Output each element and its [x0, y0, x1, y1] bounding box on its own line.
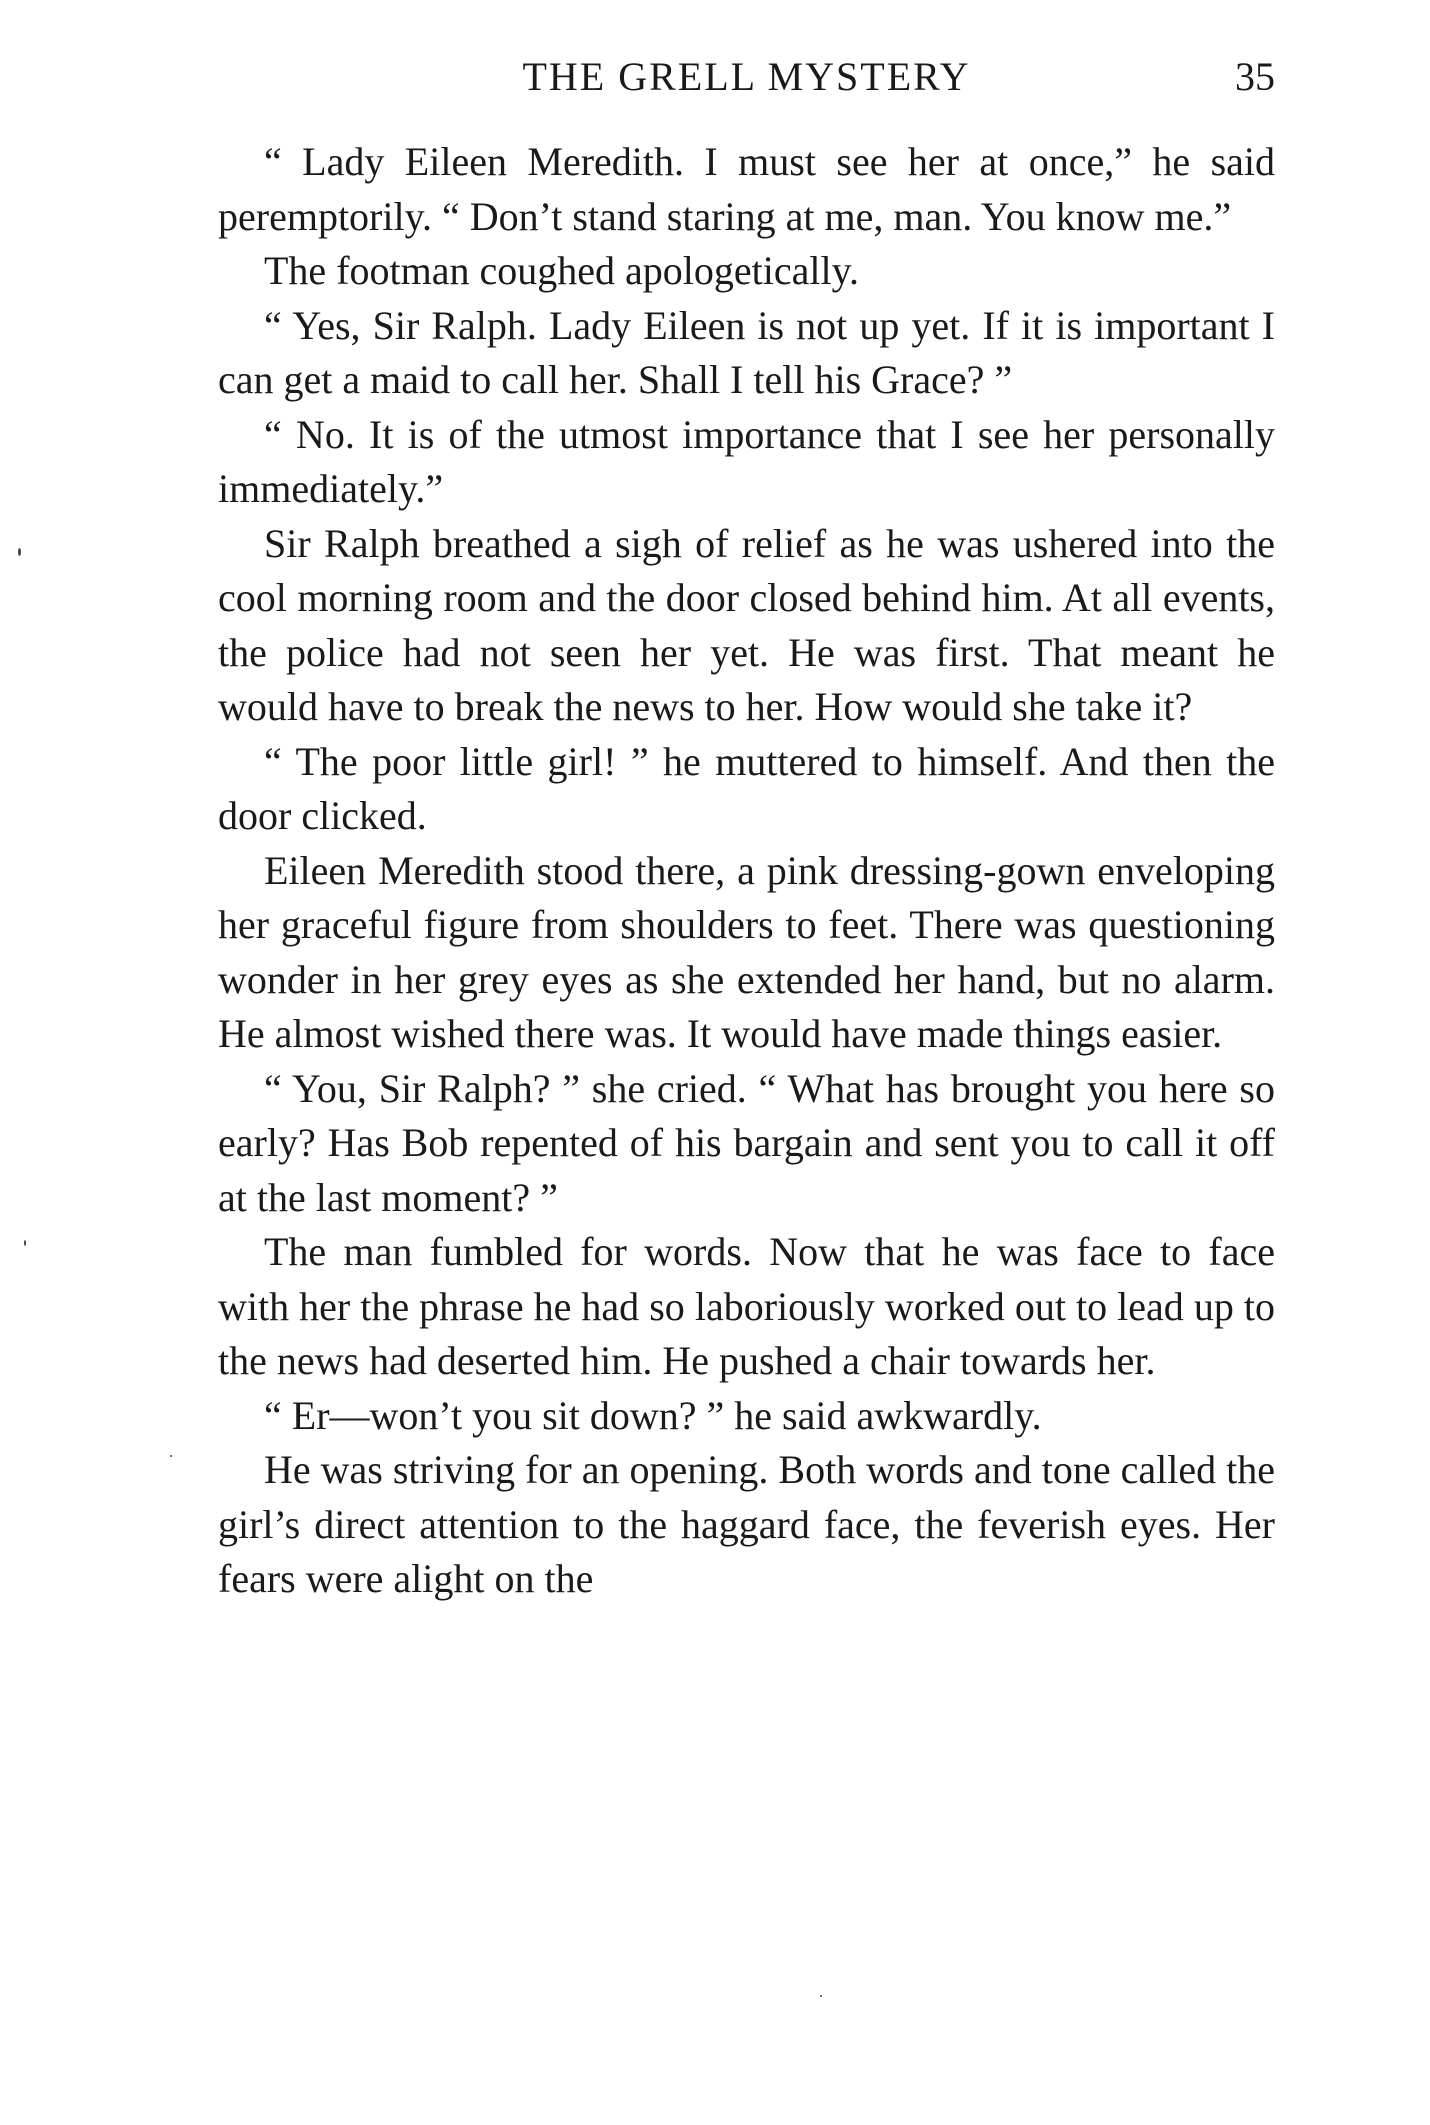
paragraph: “ You, Sir Ralph? ” she cried. “ What has brought you here so early? Has Bob repented of his bargain and sent you to call it off at the last moment? ” — [218, 1065, 1275, 1220]
paragraph: He was striving for an opening. Both words and tone called the girl’s direct attention to the haggard face, the feverish eyes. Her fears were alight on the — [218, 1447, 1275, 1601]
scan-speck — [18, 548, 21, 556]
paragraph: “ Er—won’t you sit down? ” he said awkwardly. — [264, 1392, 1042, 1438]
paragraph: The footman coughed apologetically. — [264, 248, 859, 293]
paragraph: Eileen Meredith stood there, a pink dressing-gown enveloping her graceful figure from shoulders to feet. There was questioning wonder in her grey eyes as she extended her hand, but no alarm. He almost wished there was. It would have made things easier. — [218, 847, 1275, 1056]
page-number: 35 — [1235, 54, 1275, 99]
scan-speck — [24, 1240, 26, 1246]
paragraph: “ Lady Eileen Meredith. I must see her at once,” he said peremptorily. “ Don’t stand staring at me, man. You know me.” — [218, 139, 1275, 239]
body-text — [218, 135, 1275, 1607]
paragraph: “ The poor little girl! ” he muttered to himself. And then the door clicked. — [218, 738, 1275, 838]
paragraph: Sir Ralph breathed a sigh of relief as he was ushered into the cool morning room and the door closed behind him. At all events, the police had not seen her yet. He was first. That meant he would have to break the news to her. How would she take it? — [218, 520, 1275, 729]
running-head — [218, 52, 1275, 102]
scan-speck — [820, 1995, 822, 1997]
paragraph: “ No. It is of the utmost importance that I see her personally immediately.” — [218, 411, 1275, 511]
paragraph: The man fumbled for words. Now that he was face to face with her the phrase he had so laboriously worked out to lead up to the news had deserted him. He pushed a chair towards her. — [218, 1229, 1275, 1383]
paragraph: “ Yes, Sir Ralph. Lady Eileen is not up yet. If it is important I can get a maid to call her. Shall I tell his Grace? ” — [218, 302, 1275, 402]
running-title: THE GRELL MYSTERY — [522, 54, 971, 99]
scan-speck — [170, 1455, 172, 1457]
